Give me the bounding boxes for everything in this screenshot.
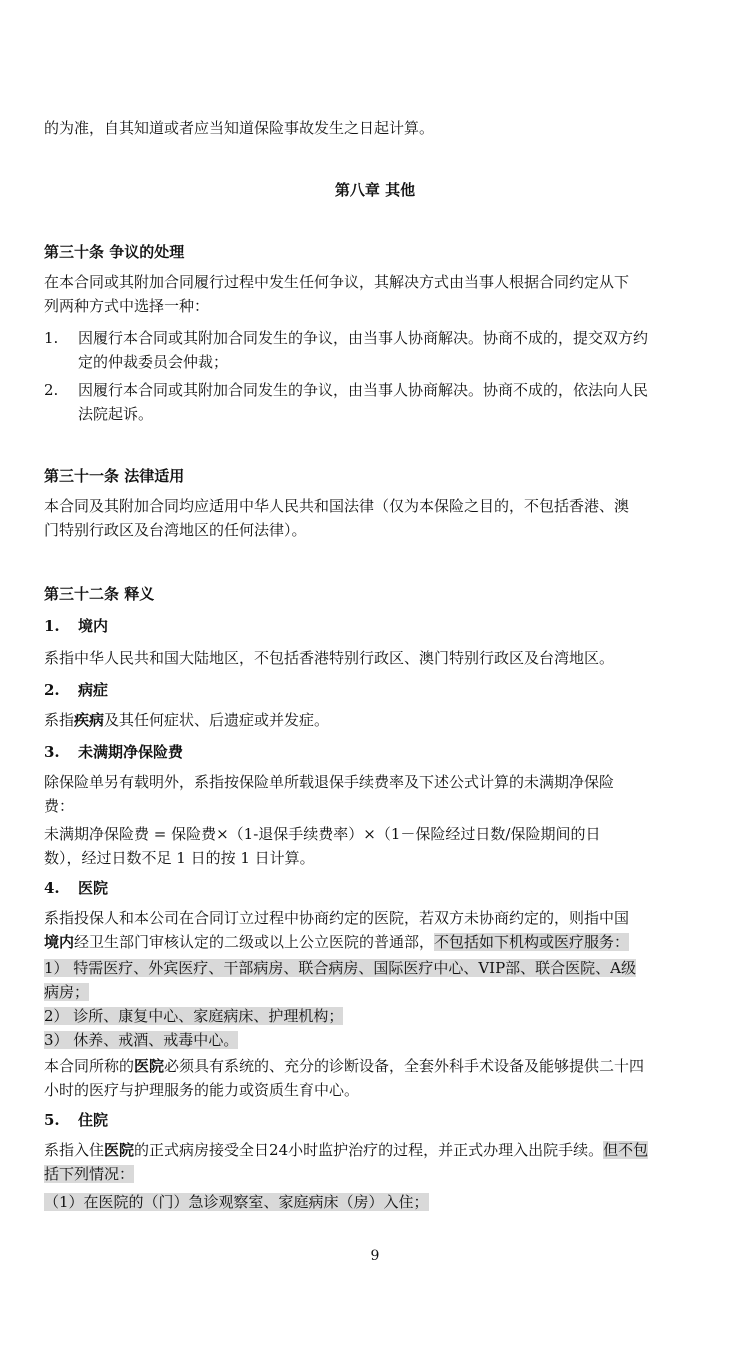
highlighted-text: 3） 休养、戒酒、戒毒中心。 (44, 1031, 239, 1049)
bold-term: 医院 (134, 1057, 165, 1075)
text-segment: 系指 (44, 711, 75, 729)
definition-4-exclusion-3 (44, 1028, 710, 1052)
bold-term: 疾病 (74, 711, 105, 729)
item-text-line-1: 因履行本合同或其附加合同发生的争议，由当事人协商解决。协商不成的，依法向人民 (78, 381, 649, 399)
definition-1-text: 系指中华人民共和国大陆地区，不包括香港特别行政区、澳门特别行政区及台湾地区。 (44, 649, 615, 667)
highlighted-text: 病房； (44, 983, 90, 1001)
item-number: 2. (44, 381, 59, 399)
page-number: 9 (370, 1248, 380, 1264)
definition-term: 未满期净保险费 (78, 743, 184, 761)
definition-term: 病症 (78, 681, 109, 699)
article-32-title: 第三十二条 释义 (44, 585, 155, 603)
definition-number: 5. (44, 1111, 60, 1129)
definition-5-heading (44, 1108, 710, 1132)
article-31-line-2: 门特别行政区及台湾地区的任何法律）。 (44, 521, 307, 539)
definition-3-formula-line-1: 未满期净保险费 = 保险费×（1-退保手续费率）×（1－保险经过日数/保险期间的日 (44, 825, 601, 843)
article-31-line-1: 本合同及其附加合同均应适用中华人民共和国法律（仅为本保险之目的，不包括香港、澳 (44, 497, 630, 515)
previous-paragraph-tail: 的为准，自其知道或者应当知道保险事故发生之日起计算。 (44, 119, 435, 137)
text-segment: 及其任何症状、后遗症或并发症。 (104, 711, 330, 729)
definition-number: 2. (44, 681, 60, 699)
text-segment: 本合同所称的 (44, 1057, 135, 1075)
item-text (78, 326, 710, 374)
definition-5-exclusion-1 (44, 1190, 710, 1214)
chapter-title: 第八章 其他 (334, 181, 416, 199)
definition-2-text (44, 708, 710, 732)
definition-3-line-2: 费： (44, 797, 75, 815)
definition-5-line-1 (44, 1138, 710, 1162)
definition-term: 医院 (78, 879, 109, 897)
article-30-intro-line-1: 在本合同或其附加合同履行过程中发生任何争议，其解决方式由当事人根据合同约定从下 (44, 273, 630, 291)
definition-3-line-1: 除保险单另有载明外，系指按保险单所载退保手续费率及下述公式计算的未满期净保险 (44, 773, 615, 791)
definition-4-heading (44, 876, 710, 900)
definition-5-line-2 (44, 1162, 710, 1186)
definition-3-heading (44, 740, 710, 764)
bold-term: 境内 (44, 933, 75, 951)
definition-4-line-1: 系指投保人和本公司在合同订立过程中协商约定的医院，若双方未协商约定的，则指中国 (44, 909, 630, 927)
definition-number: 1. (44, 617, 60, 635)
highlighted-text: 但不包 (603, 1141, 649, 1159)
definition-term: 境内 (78, 617, 109, 635)
definition-4-para-2-line-1 (44, 1054, 710, 1078)
article-30-intro-line-2: 列两种方式中选择一种： (44, 297, 210, 315)
definition-4-exclusion-1 (44, 956, 710, 1004)
definition-term: 住院 (78, 1111, 109, 1129)
definition-1-heading (44, 614, 710, 638)
highlighted-text: （1）在医院的（门）急诊观察室、家庭病床（房）入住； (44, 1193, 429, 1211)
highlighted-text: 2） 诊所、康复中心、家庭病床、护理机构； (44, 1007, 344, 1025)
article-30-item-1 (44, 326, 710, 374)
item-number: 1. (44, 329, 59, 347)
text-segment: 经卫生部门审核认定的二级或以上公立医院的普通部， (74, 933, 435, 951)
item-text (78, 378, 710, 426)
item-text-line-2: 法院起诉。 (78, 405, 154, 423)
definition-4-exclusion-2 (44, 1004, 710, 1028)
highlighted-text: 1） 特需医疗、外宾医疗、干部病房、联合病房、国际医疗中心、VIP部、联合医院、A级 (44, 959, 636, 977)
definition-number: 3. (44, 743, 60, 761)
article-30-title: 第三十条 争议的处理 (44, 243, 185, 261)
text-segment: 的正式病房接受全日24小时监护治疗的过程，并正式办理入出院手续。 (134, 1141, 604, 1159)
text-segment: 必须具有系统的、充分的诊断设备，全套外科手术设备及能够提供二十四 (164, 1057, 645, 1075)
highlighted-text: 括下列情况： (44, 1165, 135, 1183)
text-segment: 系指入住 (44, 1141, 105, 1159)
article-30-item-2 (44, 378, 710, 426)
definition-number: 4. (44, 879, 60, 897)
definition-4-para-2-line-2: 小时的医疗与护理服务的能力或资质生育中心。 (44, 1081, 360, 1099)
item-text-line-2: 定的仲裁委员会仲裁； (78, 353, 229, 371)
definition-3-formula-line-2: 数），经过日数不足 1 日的按 1 日计算。 (44, 849, 315, 867)
highlighted-text: 不包括如下机构或医疗服务： (434, 933, 630, 951)
definition-2-heading (44, 678, 710, 702)
bold-term: 医院 (104, 1141, 135, 1159)
article-31-title: 第三十一条 法律适用 (44, 467, 185, 485)
definition-4-line-2 (44, 930, 710, 954)
item-text-line-1: 因履行本合同或其附加合同发生的争议，由当事人协商解决。协商不成的，提交双方约 (78, 329, 649, 347)
